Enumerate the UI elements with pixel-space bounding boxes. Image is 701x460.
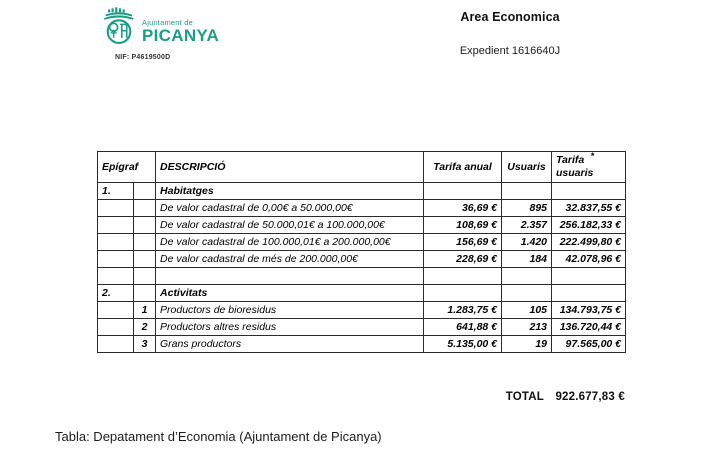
- cell-epigraf-major: [98, 318, 134, 335]
- table-header-row: [98, 152, 626, 183]
- cell-epigraf-major: [98, 250, 134, 267]
- figure-caption: Tabla: Depatament d’Economia (Ajuntament de Picanya): [55, 429, 382, 444]
- cell-tarifa-usuaris: 42.078,96 €: [552, 250, 626, 267]
- column-header-tarifa-usuaris-label: Tarifa usuaris: [556, 154, 594, 179]
- cell-tarifa-anual: 156,69 €: [424, 233, 502, 250]
- cell-epigraf-minor: [134, 284, 156, 301]
- cell-epigraf-minor: [134, 250, 156, 267]
- nif-label: NIF: P4619500D: [115, 54, 171, 61]
- cell-tarifa-usuaris: 256.182,33 €: [552, 216, 626, 233]
- column-header-tarifa-usuaris-text: [556, 151, 595, 179]
- cell-description: De valor cadastral de 0,00€ a 50.000,00€: [156, 199, 424, 216]
- cell-usuaris: 895: [502, 199, 552, 216]
- table-row: [98, 335, 626, 352]
- cell-tarifa-anual: 641,88 €: [424, 318, 502, 335]
- table-row: [98, 301, 626, 318]
- cell-tarifa-anual: [424, 267, 502, 284]
- column-header-descripcio: DESCRIPCIÓ: [156, 152, 424, 183]
- table-row: [98, 318, 626, 335]
- cell-tarifa-usuaris: 136.720,44 €: [552, 318, 626, 335]
- ajuntament-logo-block: [99, 6, 269, 61]
- logo-wordmark: [142, 19, 219, 47]
- cell-tarifa-usuaris: 97.565,00 €: [552, 335, 626, 352]
- cell-epigraf-minor: [134, 233, 156, 250]
- column-header-tarifa-anual: Tarifa anual: [424, 152, 502, 183]
- cell-epigraf-major: 2.: [98, 284, 134, 301]
- cell-tarifa-anual: 108,69 €: [424, 216, 502, 233]
- cell-epigraf-minor: [134, 182, 156, 199]
- column-header-epigraf: Epígraf: [98, 152, 156, 183]
- cell-epigraf-minor: [134, 216, 156, 233]
- cell-usuaris: [502, 182, 552, 199]
- cell-group-name: Activitats: [156, 284, 424, 301]
- table-row: [98, 267, 626, 284]
- cell-epigraf-major: [98, 233, 134, 250]
- cell-usuaris: [502, 267, 552, 284]
- cell-epigraf-minor: [134, 267, 156, 284]
- fees-table-head: [98, 152, 626, 183]
- document-header: [0, 0, 701, 100]
- cell-usuaris: 105: [502, 301, 552, 318]
- cell-epigraf-minor: 2: [134, 318, 156, 335]
- cell-tarifa-anual: [424, 182, 502, 199]
- cell-epigraf-minor: 1: [134, 301, 156, 318]
- fees-table: [97, 151, 626, 353]
- table-row: [98, 233, 626, 250]
- cell-tarifa-usuaris: 222.499,80 €: [552, 233, 626, 250]
- footnote-asterisk: *: [590, 151, 595, 161]
- cell-description: De valor cadastral de 100.000,01€ a 200.000,00€: [156, 233, 424, 250]
- table-row: [98, 216, 626, 233]
- cell-tarifa-usuaris: [552, 284, 626, 301]
- cell-epigraf-major: [98, 301, 134, 318]
- table-row: [98, 199, 626, 216]
- cell-tarifa-usuaris: [552, 267, 626, 284]
- cell-epigraf-minor: [134, 199, 156, 216]
- cell-usuaris: 184: [502, 250, 552, 267]
- table-row: [98, 284, 626, 301]
- cell-description: De valor cadastral de més de 200.000,00€: [156, 250, 424, 267]
- header-right-block: [395, 10, 625, 57]
- cell-epigraf-major: 1.: [98, 182, 134, 199]
- cell-tarifa-usuaris: [552, 182, 626, 199]
- cell-epigraf-minor: 3: [134, 335, 156, 352]
- cell-group-name: Habitatges: [156, 182, 424, 199]
- cell-epigraf-major: [98, 216, 134, 233]
- page-title: Area Economica: [460, 10, 560, 24]
- cell-tarifa-anual: 228,69 €: [424, 250, 502, 267]
- cell-tarifa-usuaris: 32.837,55 €: [552, 199, 626, 216]
- cell-epigraf-major: [98, 335, 134, 352]
- total-value: 922.677,83 €: [555, 391, 625, 403]
- logo-wordmark-line1: Ajuntament de: [142, 17, 193, 27]
- cell-tarifa-anual: 1.283,75 €: [424, 301, 502, 318]
- logo-row: [99, 6, 269, 46]
- cell-description: [156, 267, 424, 284]
- cell-tarifa-anual: 36,69 €: [424, 199, 502, 216]
- logo-wordmark-line2: PICANYA: [142, 26, 220, 45]
- cell-usuaris: 213: [502, 318, 552, 335]
- cell-tarifa-anual: [424, 284, 502, 301]
- cell-epigraf-major: [98, 199, 134, 216]
- column-header-tarifa-usuaris: [552, 152, 626, 183]
- cell-epigraf-major: [98, 267, 134, 284]
- cell-usuaris: 1.420: [502, 233, 552, 250]
- cell-description: Productors de bioresidus: [156, 301, 424, 318]
- cell-usuaris: 19: [502, 335, 552, 352]
- fees-table-body: [98, 182, 626, 352]
- column-header-usuaris: Usuaris: [502, 152, 552, 183]
- total-label: TOTAL: [505, 391, 545, 403]
- total-row: [97, 391, 625, 403]
- cell-tarifa-usuaris: 134.793,75 €: [552, 301, 626, 318]
- cell-tarifa-anual: 5.135,00 €: [424, 335, 502, 352]
- cell-description: Productors altres residus: [156, 318, 424, 335]
- table-row: [98, 182, 626, 199]
- picanya-crest-icon: [99, 6, 139, 46]
- cell-usuaris: [502, 284, 552, 301]
- cell-description: De valor cadastral de 50.000,01€ a 100.000,00€: [156, 216, 424, 233]
- fees-table-container: [97, 151, 625, 353]
- cell-usuaris: 2.357: [502, 216, 552, 233]
- table-row: [98, 250, 626, 267]
- expedient-reference: Expedient 1616640J: [459, 45, 561, 57]
- cell-description: Grans productors: [156, 335, 424, 352]
